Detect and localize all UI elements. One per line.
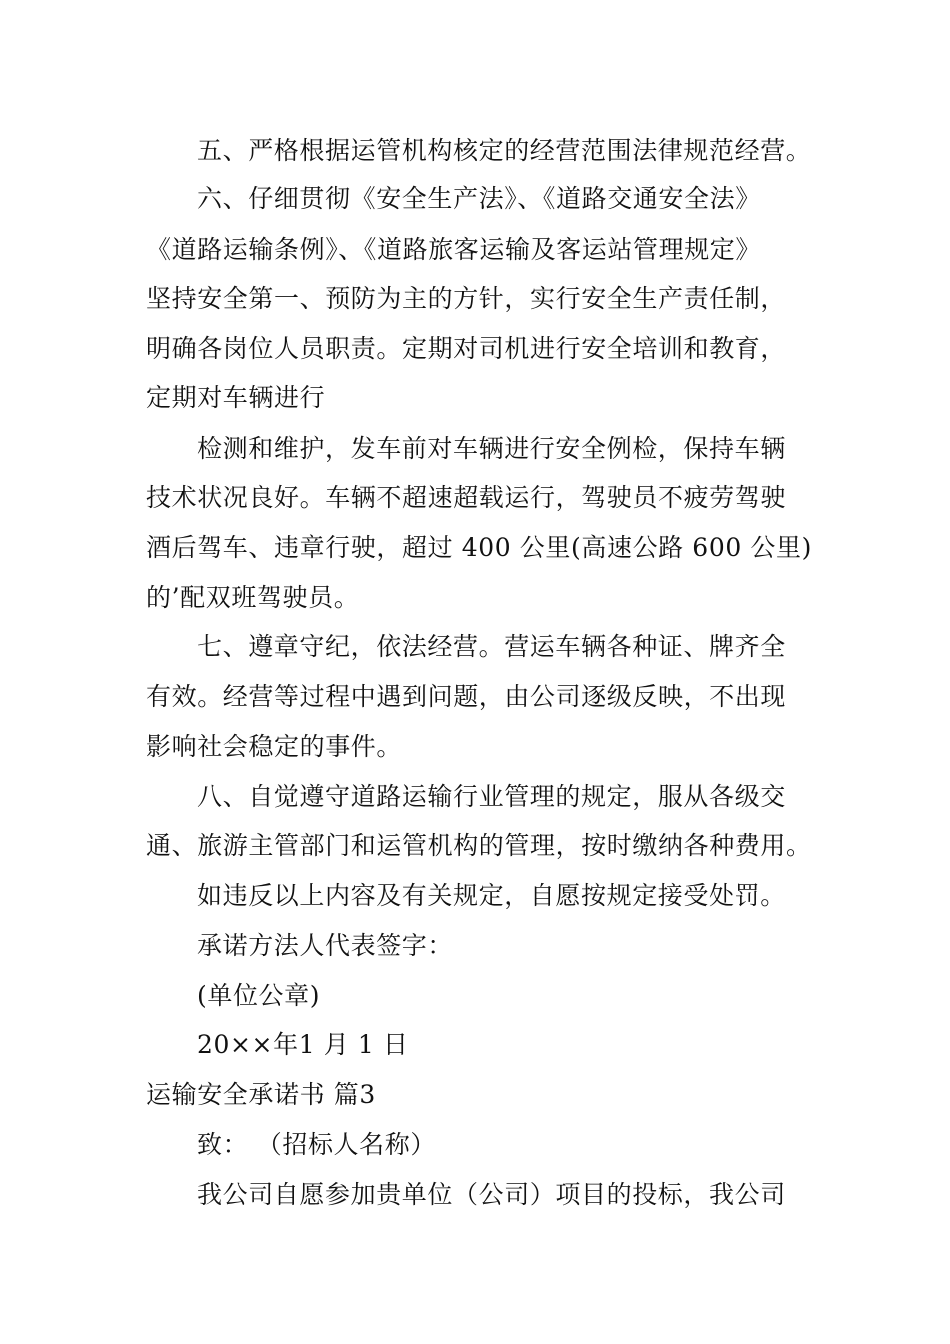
paragraph-line: 有效。经营等过程中遇到问题，由公司逐级反映，不出现 xyxy=(146,682,787,711)
paragraph-line: 明确各岗位人员职责。定期对司机进行安全培训和教育， xyxy=(146,334,787,363)
paragraph-line: 如违反以上内容及有关规定，自愿按规定接受处罚。 xyxy=(197,881,786,910)
seal-label: (单位公章) xyxy=(197,981,321,1010)
paragraph-line: 影响社会稳定的事件。 xyxy=(146,732,403,761)
signature-label: 承诺方法人代表签字： xyxy=(197,931,454,960)
paragraph-line: 《道路运输条例》、《道路旅客运输及客运站管理规定》 xyxy=(146,235,762,264)
paragraph-line: 五、严格根据运管机构核定的经营范围法律规范经营。 xyxy=(197,136,812,165)
date-line: 20××年1 月 1 日 xyxy=(197,1030,409,1059)
paragraph-line: 通、旅游主管部门和运管机构的管理，按时缴纳各种费用。 xyxy=(146,831,812,860)
paragraph-line: 八、自觉遵守道路运输行业管理的规定，服从各级交 xyxy=(197,782,786,811)
paragraph-line: 酒后驾车、违章行驶，超过 400 公里(高速公路 600 公里) xyxy=(146,533,812,562)
paragraph-line: 检测和维护，发车前对车辆进行安全例检，保持车辆 xyxy=(197,434,786,463)
paragraph-line: 我公司自愿参加贵单位（公司）项目的投标，我公司 xyxy=(197,1180,786,1209)
paragraph-line: 六、仔细贯彻《安全生产法》、《道路交通安全法》 xyxy=(197,184,761,213)
paragraph-line: 的’配双班驾驶员。 xyxy=(146,583,360,612)
salutation-line: 致： （招标人名称） xyxy=(197,1130,436,1159)
paragraph-line: 七、遵章守纪，依法经营。营运车辆各种证、牌齐全 xyxy=(197,632,786,661)
paragraph-line: 坚持安全第一、预防为主的方针，实行安全生产责任制， xyxy=(146,284,787,313)
paragraph-line: 定期对车辆进行 xyxy=(146,383,326,412)
paragraph-line: 技术状况良好。车辆不超速超载运行，驾驶员不疲劳驾驶 xyxy=(146,483,787,512)
section-heading: 运输安全承诺书 篇3 xyxy=(146,1080,376,1109)
